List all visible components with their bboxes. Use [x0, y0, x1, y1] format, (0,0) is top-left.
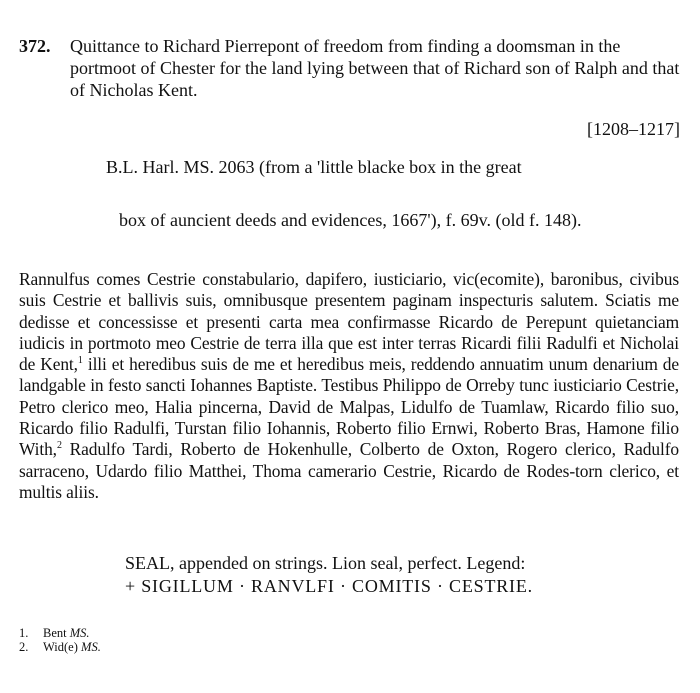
entry-number: 372.	[19, 36, 51, 56]
footnote-number: 2.	[19, 640, 29, 654]
seal-description: SEAL, appended on strings. Lion seal, perfect. Legend:	[125, 553, 526, 573]
seal-legend: + SIGILLUM · RANVLFI · COMITIS · CESTRIE.	[125, 576, 533, 596]
footnote-2	[19, 640, 101, 655]
footnote-ms: MS.	[81, 640, 101, 654]
footnote-ms: MS.	[69, 626, 90, 640]
entry-heading: Quittance to Richard Pierrepont of freedom from finding a doomsman in the portmoot of Chester for the land lying between that of Richard son of Ralph and that of Nicholas Kent.	[70, 36, 680, 100]
footnote-ref-2: 2	[56, 440, 62, 452]
charter-text-part2: illi et heredibus suis de me et heredibus meis, reddendo annuatim unum denarium de landgable in festo sancti Iohannes Baptiste. Testibus Philippo de Orreby tunc iusticiario Cestrie, Petro clerico meo, Halia pincerna, David de Malpas, Lidulfo de Tuamlaw, Ricardo filio suo, Ricardo filio Radulfi, Turstan filio Iohannis, Roberto filio Ernwi, Roberto Bras, Hamone filio With,	[19, 354, 679, 460]
footnote-text: Bent	[43, 626, 67, 640]
entry-date: [1208–1217]	[587, 119, 680, 139]
footnote-1	[19, 626, 90, 641]
source-citation-line2: box of auncient deeds and evidences, 1667'), f. 69v. (old f. 148).	[119, 210, 582, 230]
charter-text-part3: Radulfo Tardi, Roberto de Hokenhulle, Colberto de Oxton, Rogero clerico, Radulfo sarraceno, Udardo filio Matthei, Thoma camerario Cestrie, Ricardo de Rodes-torn clerico, et multis aliis.	[19, 439, 679, 502]
footnote-number: 1.	[19, 626, 29, 640]
footnote-ref-1: 1	[77, 355, 83, 367]
source-citation-line1: B.L. Harl. MS. 2063 (from a 'little blacke box in the great	[106, 157, 522, 177]
charter-text	[19, 269, 679, 503]
charter-text-part1: Rannulfus comes Cestrie constabulario, dapifero, iusticiario, vic(ecomite), baronibus, civibus suis Cestrie et ballivis suis, omnibusque presentem paginam inspecturis salutem. Sciatis me dedisse et concessisse et presenti carta mea confirmasse Ricardo de Perepunt quietanciam iudicis in portmoto meo Cestrie de terra illa que est inter terras Ricardi filii Radulfi et Nicholai de Kent,	[19, 269, 679, 375]
footnote-text: Wid(e)	[43, 640, 78, 654]
